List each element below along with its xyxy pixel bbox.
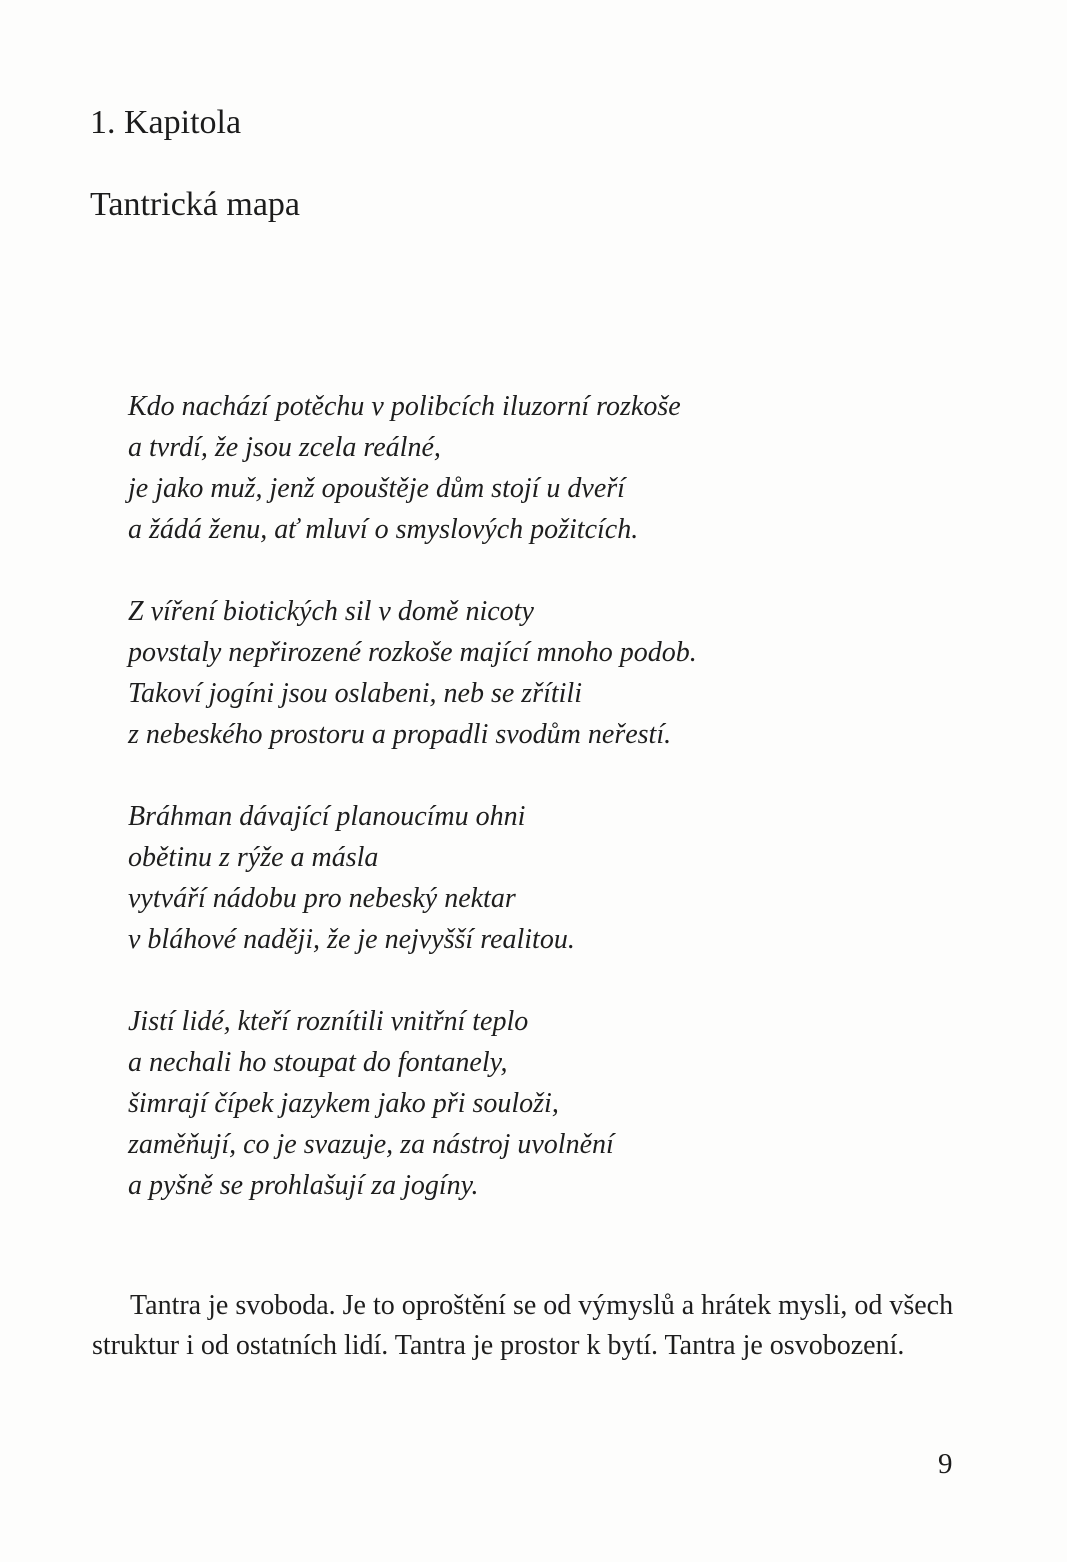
page-number: 9 [938,1448,953,1480]
poem-line: a nechali ho stoupat do fontanely, [128,1047,508,1078]
poem-line: a tvrdí, že jsou zcela reálné, [128,432,441,463]
poem-line: a žádá ženu, ať mluví o smyslových požitcích. [128,514,639,545]
poem-line: Z víření biotických sil v domě nicoty [128,596,534,627]
poem [128,386,968,1206]
poem-line: šimrají čípek jazykem jako při souloži, [128,1088,559,1119]
chapter-title: Tantrická mapa [90,186,301,223]
poem-line: Bráhman dávající planoucímu ohni [128,801,526,832]
poem-line: zaměňují, co je svazuje, za nástroj uvolnění [128,1129,614,1160]
chapter-number: 1. Kapitola [90,104,242,141]
poem-line: povstaly nepřirozené rozkoše mající mnoho podob. [128,637,697,668]
poem-stanza [128,1001,968,1206]
poem-stanza [128,796,968,960]
poem-line: je jako muž, jenž opouštěje dům stojí u dveří [128,473,625,504]
poem-line: vytváří nádobu pro nebeský nektar [128,883,516,914]
poem-line: z nebeského prostoru a propadli svodům neřestí. [128,719,672,750]
poem-stanza [128,591,968,755]
body-paragraph: Tantra je svoboda. Je to oproštění se od výmyslů a hrátek mysli, od všech struktur i od ostatních lidí. Tantra je prostor k bytí. Tantra je osvobození. [92,1290,954,1361]
poem-stanza [128,386,968,550]
poem-line: Takoví jogíni jsou oslabeni, neb se zřítili [128,678,582,709]
poem-line: v bláhové naději, že je nejvyšší realitou. [128,924,575,955]
poem-line: Kdo nachází potěchu v polibcích iluzorní rozkoše [128,391,681,422]
poem-line: a pyšně se prohlašují za jogíny. [128,1170,479,1201]
poem-line: Jistí lidé, kteří roznítili vnitřní teplo [128,1006,529,1037]
poem-line: obětinu z rýže a másla [128,842,379,873]
